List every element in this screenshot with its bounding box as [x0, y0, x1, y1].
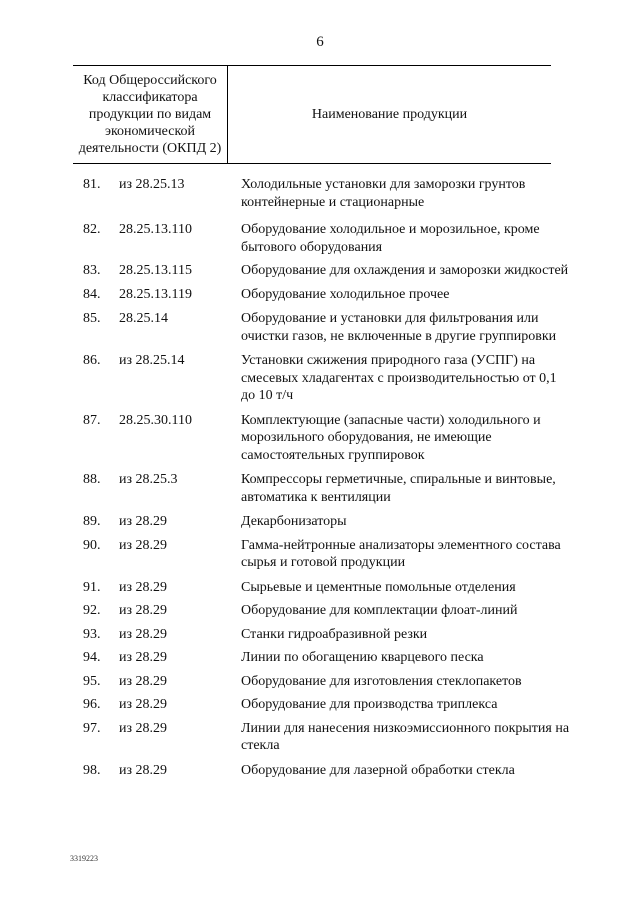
- row-code: из 28.25.14: [119, 353, 185, 368]
- row-code: 28.25.13.119: [119, 286, 192, 302]
- row-code: из 28.29: [119, 650, 168, 665]
- row-code: из 28.25.3: [119, 472, 178, 487]
- page-number: 6: [316, 34, 324, 50]
- row-number: 85.: [83, 311, 101, 326]
- row-name: Гамма-нейтронные анализаторы элементного состава сырья и готовой продукции: [241, 537, 561, 570]
- table-row: [0, 310, 640, 345]
- table-row: [0, 720, 640, 755]
- row-code: из 28.29: [119, 720, 168, 736]
- row-name: Сырьевые и цементные помольные отделения: [241, 579, 516, 595]
- row-name: Оборудование холодильное прочее: [241, 286, 450, 302]
- table-row: [0, 412, 640, 465]
- table-row: [0, 579, 640, 597]
- table-row: [0, 602, 640, 620]
- row-number: 86.: [83, 353, 101, 368]
- row-name: Комплектующие (запасные части) холодильного и морозильного оборудования, не имеющие самостоятельных группировок: [241, 412, 541, 463]
- table-row: [0, 513, 640, 531]
- header-name-column: Наименование продукции: [311, 107, 468, 122]
- row-code: из 28.25.13: [119, 177, 185, 192]
- row-name: Оборудование для производства триплекса: [241, 697, 498, 712]
- row-name: Оборудование холодильное и морозильное, кроме бытового оборудования: [241, 222, 540, 255]
- table-row: [0, 626, 640, 644]
- row-code: из 28.29: [119, 514, 168, 529]
- row-number: 88.: [83, 472, 101, 487]
- table-row: [0, 352, 640, 405]
- table-header: [73, 65, 551, 164]
- row-number: 92.: [83, 603, 101, 618]
- row-code: из 28.29: [119, 537, 168, 553]
- row-name: Декарбонизаторы: [241, 514, 347, 529]
- row-code: 28.25.14: [119, 311, 168, 326]
- row-number: 83.: [83, 263, 101, 278]
- row-number: 96.: [83, 697, 101, 712]
- table-row: [0, 286, 640, 304]
- table-row: [0, 649, 640, 667]
- document-footer-code: 3319223: [70, 854, 98, 863]
- row-number: 93.: [83, 626, 101, 642]
- row-code: из 28.29: [119, 626, 168, 642]
- row-code: из 28.29: [119, 762, 168, 778]
- table-row: [0, 696, 640, 714]
- row-number: 98.: [83, 762, 101, 778]
- row-code: из 28.29: [119, 697, 168, 712]
- row-code: 28.25.13.110: [119, 222, 192, 237]
- row-number: 97.: [83, 720, 101, 736]
- header-code-column: Код Общероссийского классификатора продукции по видам экономической деятельности (ОКПД 2): [73, 66, 228, 163]
- row-code: из 28.29: [119, 603, 168, 618]
- row-code: из 28.29: [119, 579, 168, 595]
- row-name: Установки сжижения природного газа (УСПГ) на смесевых хладагентах с производительностью от 0,1 до 10 т/ч: [241, 353, 557, 403]
- table-row: [0, 221, 640, 256]
- row-name: Оборудование для охлаждения и заморозки жидкостей: [241, 263, 569, 278]
- row-name: Линии для нанесения низкоэмиссионного покрытия на стекла: [241, 720, 570, 753]
- table-row: [0, 762, 640, 780]
- row-name: Компрессоры герметичные, спиральные и винтовые, автоматика к вентиляции: [241, 472, 556, 505]
- row-code: из 28.29: [119, 673, 168, 689]
- row-number: 84.: [83, 286, 101, 302]
- row-name: Линии по обогащению кварцевого песка: [241, 650, 484, 665]
- row-number: 91.: [83, 579, 101, 595]
- row-number: 81.: [83, 177, 101, 192]
- product-list: [0, 176, 640, 779]
- table-row: [0, 176, 640, 211]
- row-name: Холодильные установки для заморозки грунтов контейнерные и стационарные: [241, 177, 526, 210]
- row-name: Оборудование и установки для фильтрования или очистки газов, не включенные в другие группировки: [241, 311, 557, 344]
- row-number: 82.: [83, 222, 101, 237]
- row-name: Оборудование для лазерной обработки стекла: [241, 762, 515, 778]
- row-name: Станки гидроабразивной резки: [241, 626, 428, 642]
- row-number: 89.: [83, 514, 101, 529]
- table-row: [0, 673, 640, 691]
- row-number: 87.: [83, 412, 101, 428]
- row-number: 95.: [83, 673, 101, 689]
- table-row: [0, 262, 640, 280]
- table-row: [0, 537, 640, 572]
- row-name: Оборудование для изготовления стеклопакетов: [241, 673, 522, 689]
- row-number: 94.: [83, 650, 101, 665]
- row-code: 28.25.13.115: [119, 263, 192, 278]
- row-name: Оборудование для комплектации флоат-линий: [241, 603, 518, 618]
- row-code: 28.25.30.110: [119, 412, 192, 428]
- table-row: [0, 471, 640, 506]
- row-number: 90.: [83, 537, 101, 553]
